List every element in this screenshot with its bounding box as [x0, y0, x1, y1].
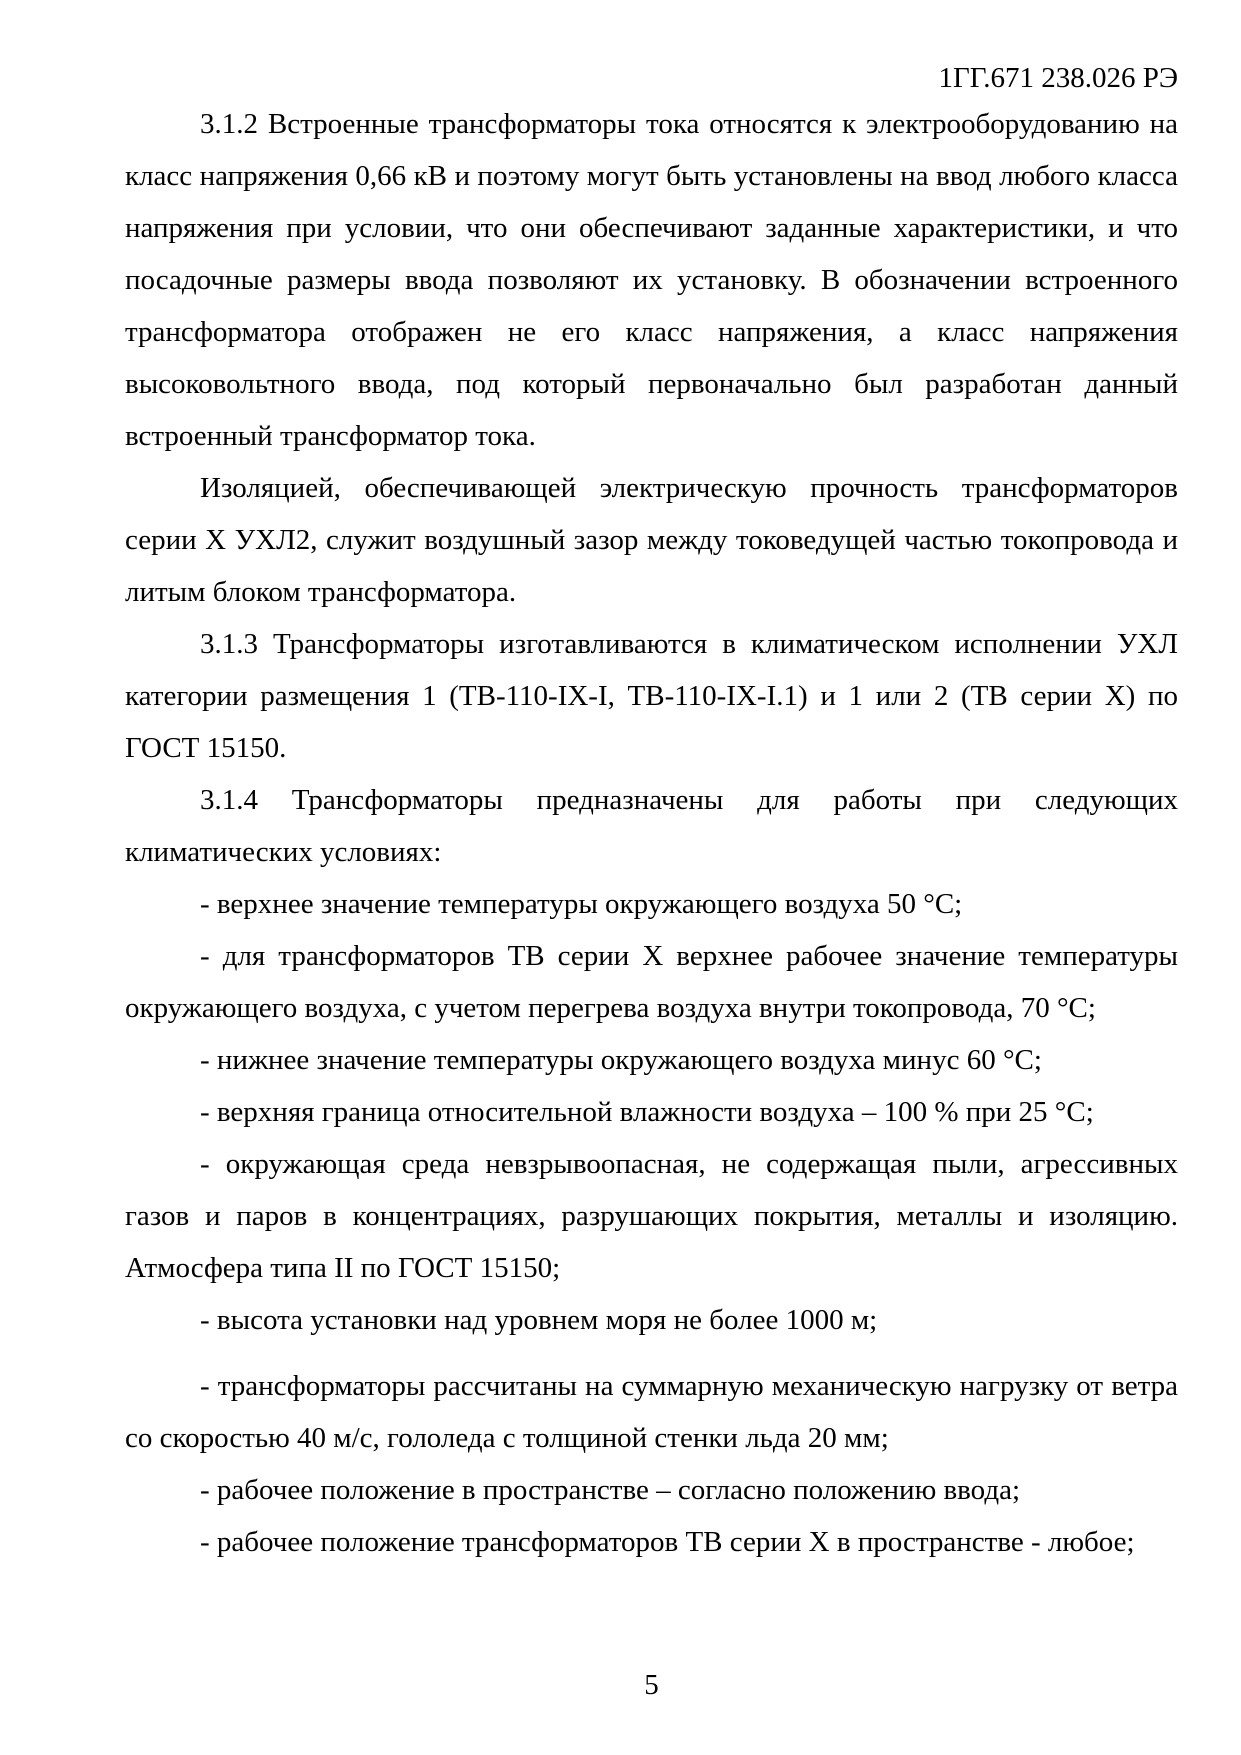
- paragraph-3-1-3: 3.1.3 Трансформаторы изготавливаются в климатическом исполнении УХЛ категории размещения 1 (ТВ-110-IX-I, ТВ-110-IX-I.1) и 1 или 2 (ТВ серии Х) по ГОСТ 15150.: [125, 628, 1178, 764]
- list-item-mechanical-load: - трансформаторы рассчитаны на суммарную механическую нагрузку от ветра со скоростью 40 м/с, гололеда с толщиной стенки льда 20 мм;: [125, 1370, 1178, 1454]
- paragraph-insulation: Изоляцией, обеспечивающей электрическую прочность трансформаторов серии Х УХЛ2, служит воздушный зазор между токоведущей частью токопровода и литым блоком трансформатора.: [125, 472, 1178, 608]
- list-item-tb-working-position: - рабочее положение трансформаторов ТВ серии Х в пространстве - любое;: [200, 1526, 1135, 1558]
- doc-number: 1ГГ.671 238.026 РЭ: [938, 62, 1178, 94]
- list-item-tb-series-temperature: - для трансформаторов ТВ серии Х верхнее рабочее значение температуры окружающего воздуха, с учетом перегрева воздуха внутри токопровода, 70 °С;: [125, 940, 1178, 1024]
- list-item-upper-temperature: - верхнее значение температуры окружающего воздуха 50 °С;: [200, 888, 963, 920]
- list-item-altitude: - высота установки над уровнем моря не более 1000 м;: [200, 1304, 878, 1336]
- paragraph-3-1-2: 3.1.2 Встроенные трансформаторы тока относятся к электрооборудованию на класс напряжения 0,66 кВ и поэтому могут быть установлены на ввод любого класса напряжения при условии, что они обеспечивают заданные характеристики, и что посадочные размеры ввода позволяют их установку. В обозначении встроенного трансформатора отображен не его класс напряжения, а класс напряжения высоковольтного ввода, под который первоначально был разработан данный встроенный трансформатор тока.: [125, 108, 1178, 452]
- list-item-environment: - окружающая среда невзрывоопасная, не содержащая пыли, агрессивных газов и паров в концентрациях, разрушающих покрытия, металлы и изоляцию. Атмосфера типа II по ГОСТ 15150;: [125, 1148, 1178, 1284]
- paragraph-3-1-4: 3.1.4 Трансформаторы предназначены для работы при следующих климатических условиях:: [125, 784, 1178, 868]
- list-item-working-position: - рабочее положение в пространстве – согласно положению ввода;: [200, 1474, 1021, 1506]
- list-item-lower-temperature: - нижнее значение температуры окружающего воздуха минус 60 °С;: [200, 1044, 1042, 1076]
- list-item-humidity: - верхняя граница относительной влажности воздуха – 100 % при 25 °С;: [200, 1096, 1094, 1128]
- document-body: [125, 98, 1178, 1568]
- page-number: 5: [644, 1669, 659, 1701]
